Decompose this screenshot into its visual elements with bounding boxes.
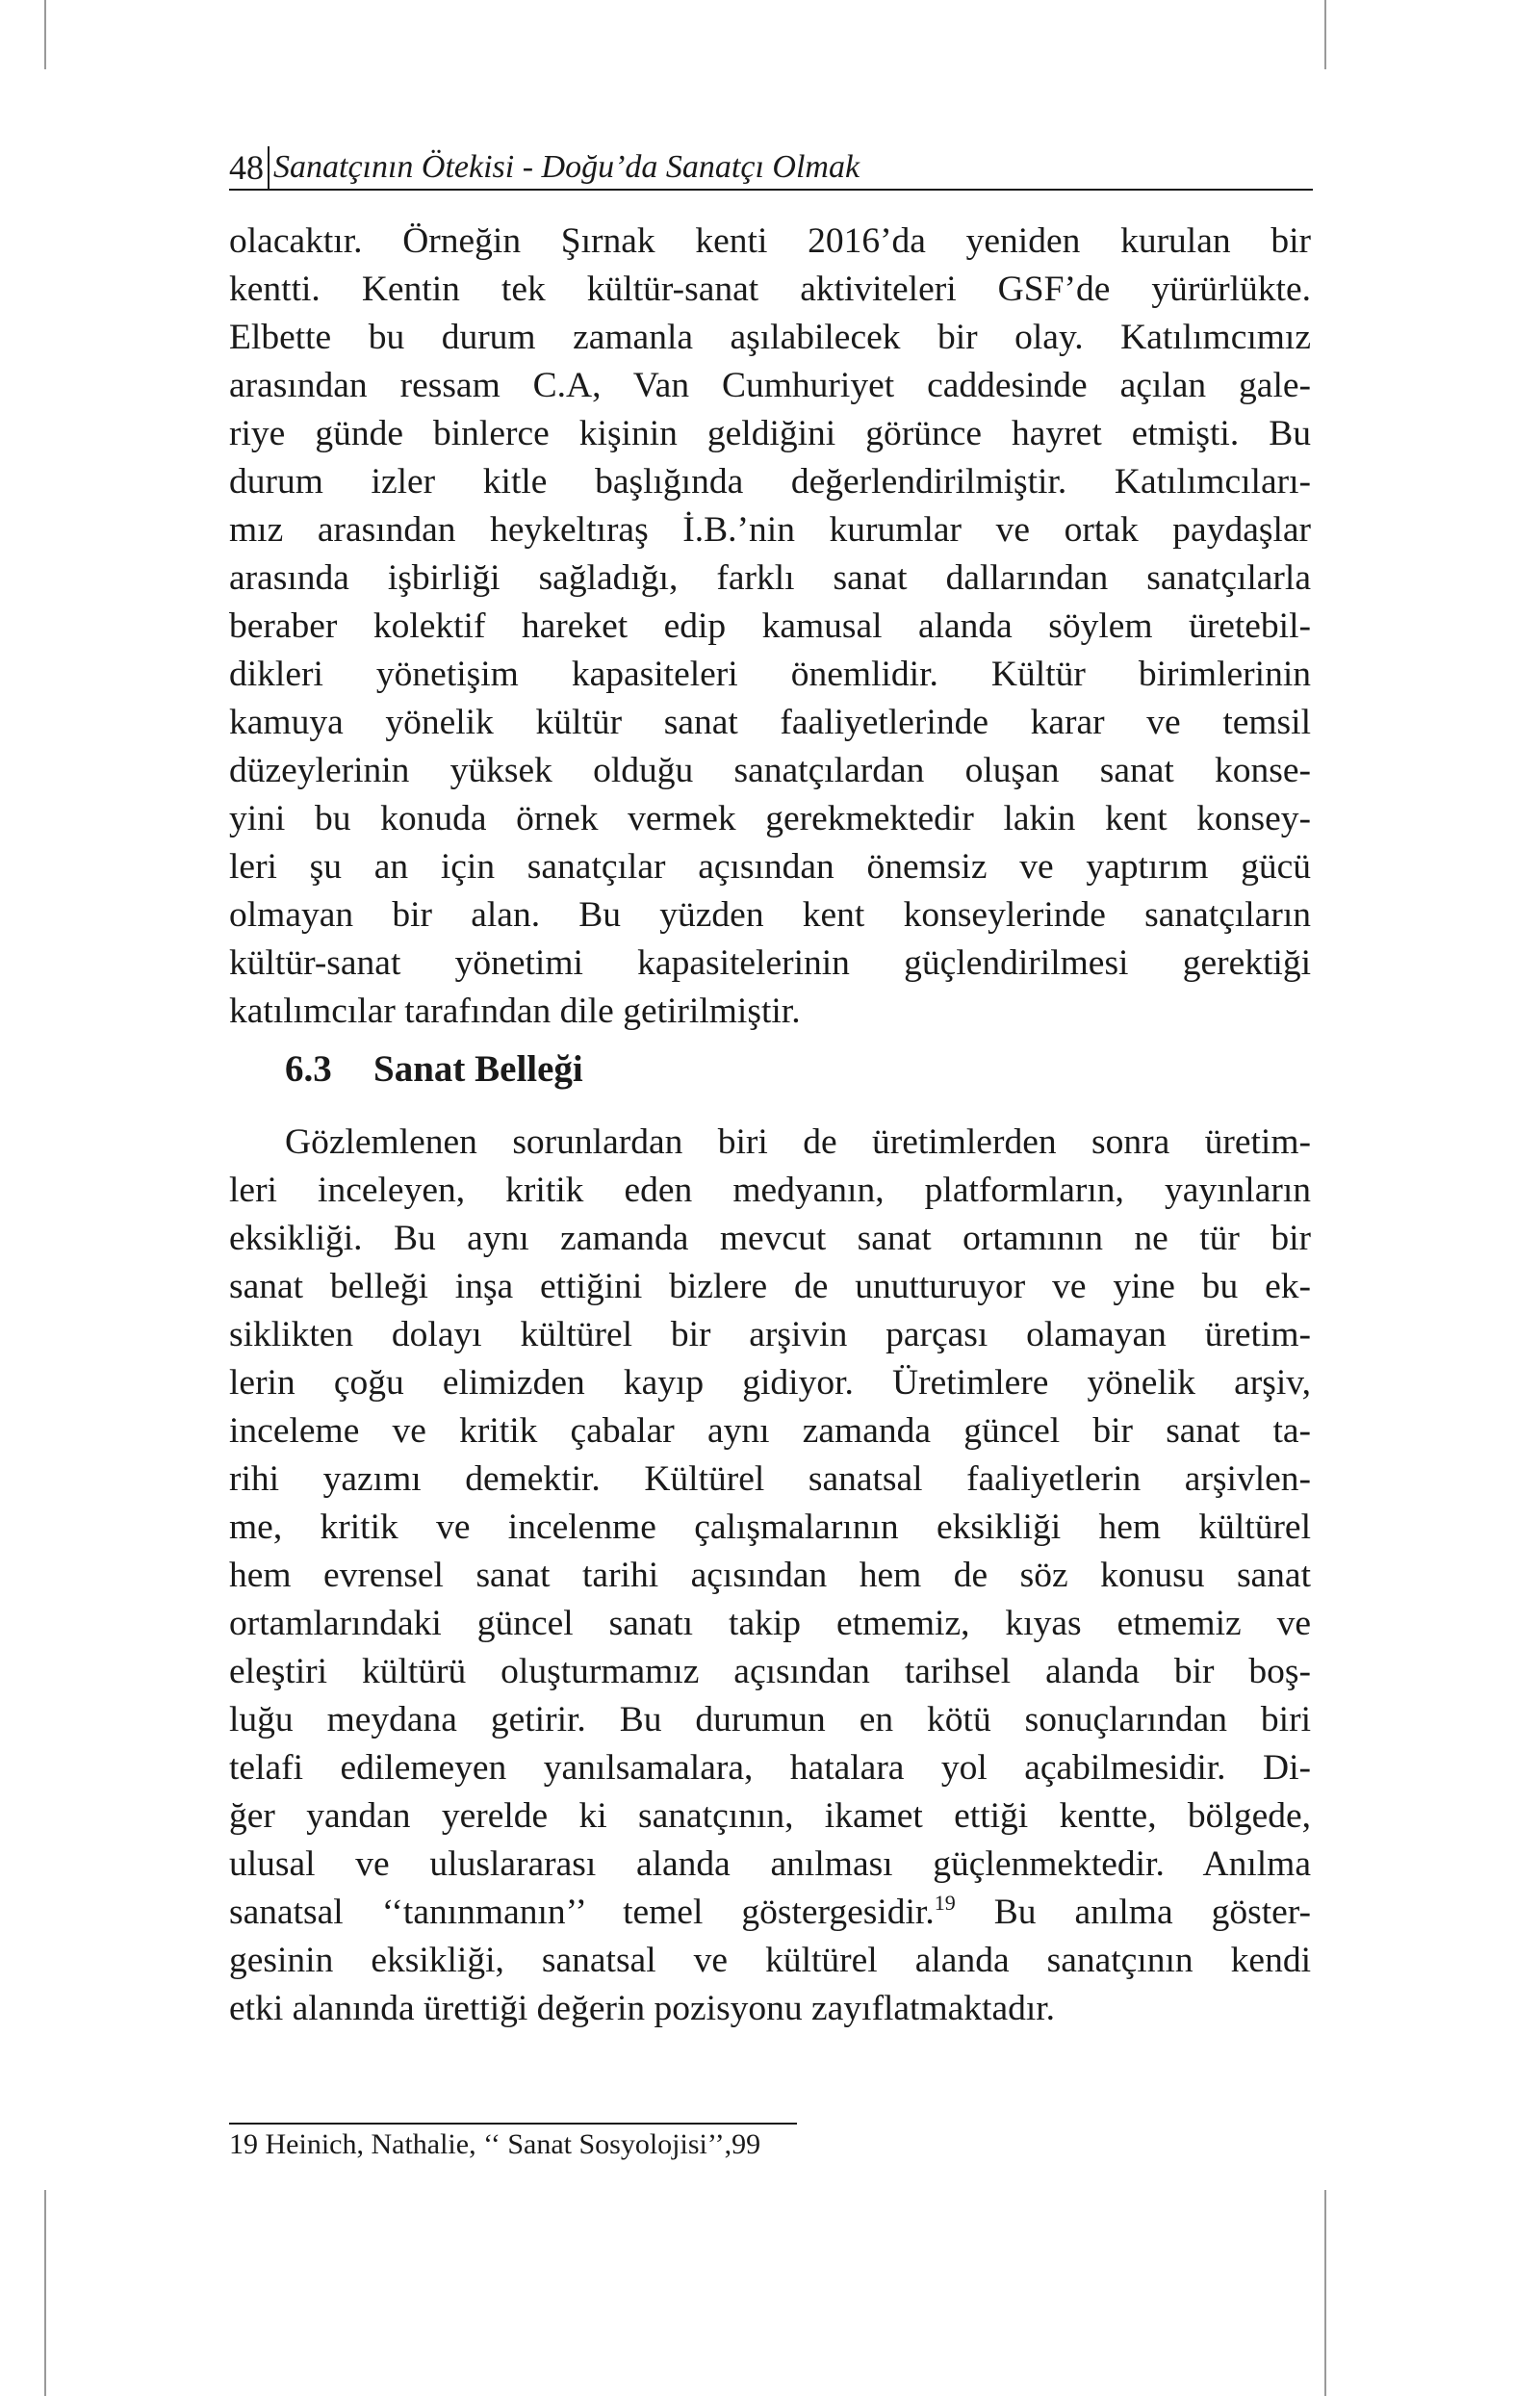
running-head: [229, 141, 1313, 191]
text-line: arasından ressam C.A, Van Cumhuriyet caddesinde açılan gale-: [229, 366, 1311, 405]
section-heading: [285, 1045, 583, 1094]
crop-mark-top-left: [44, 0, 46, 69]
text-line: lerin çoğu elimizden kayıp gidiyor. Üretimlere yönelik arşiv,: [229, 1363, 1311, 1403]
text-line: Elbette bu durum zamanla aşılabilecek bir olay. Katılımcımız: [229, 318, 1311, 357]
text-line: hem evrensel sanat tarihi açısından hem de söz konusu sanat: [229, 1556, 1311, 1595]
text-line: ulusal ve uluslararası alanda anılması güçlenmektedir. Anılma: [229, 1844, 1311, 1884]
text-line: luğu meydana getirir. Bu durumun en kötü sonuçlarından biri: [229, 1700, 1311, 1739]
text-line: sanat belleği inşa ettiğini bizlere de unutturuyor ve yine bu ek-: [229, 1267, 1311, 1306]
text-line: katılımcılar tarafından dile getirilmiştir.: [229, 992, 801, 1031]
text-line: yini bu konuda örnek vermek gerekmektedir lakin kent konsey-: [229, 799, 1311, 838]
text-line: siklikten dolayı kültürel bir arşivin parçası olamayan üretim-: [229, 1315, 1311, 1354]
text-line: leri şu an için sanatçılar açısından önemsiz ve yaptırım gücü: [229, 847, 1311, 887]
text-line: me, kritik ve incelenme çalışmalarının eksikliği hem kültürel: [229, 1507, 1311, 1547]
text-line: telafi edilemeyen yanılsamalara, hatalara yol açabilmesidir. Di-: [229, 1748, 1311, 1788]
text-line: kültür-sanat yönetimi kapasitelerinin güçlendirilmesi gerektiği: [229, 943, 1311, 983]
text-line: kamuya yönelik kültür sanat faaliyetlerinde karar ve temsil: [229, 703, 1311, 742]
text-line: olmayan bir alan. Bu yüzden kent konseylerinde sanatçıların: [229, 895, 1311, 935]
text-line: beraber kolektif hareket edip kamusal alanda söylem üretebil-: [229, 606, 1311, 646]
text-line: gesinin eksikliği, sanatsal ve kültürel alanda sanatçının kendi: [229, 1941, 1311, 1980]
text-line: inceleme ve kritik çabalar aynı zamanda güncel bir sanat ta-: [229, 1411, 1311, 1451]
crop-mark-bottom-left: [44, 2190, 46, 2396]
text-line: olacaktır. Örneğin Şırnak kenti 2016’da yeniden kurulan bir: [229, 221, 1311, 261]
section-number: 6.3: [285, 1048, 332, 1090]
book-title: Sanatçının Ötekisi - Doğu’da Sanatçı Olmak: [273, 149, 860, 185]
text-line: düzeylerinin yüksek olduğu sanatçılardan oluşan sanat konse-: [229, 751, 1311, 790]
section-title: Sanat Belleği: [373, 1048, 583, 1090]
text-line: mız arasından heykeltıraş İ.B.’nin kurumlar ve ortak paydaşlar: [229, 510, 1311, 550]
page-number: 48: [229, 146, 270, 189]
text-line: etki alanında ürettiği değerin pozisyonu zayıflatmaktadır.: [229, 1989, 1056, 2028]
paragraph-1: [229, 218, 1311, 1036]
text-segment: sanatsal ‘‘tanınmanın’’ temel göstergesidir.: [229, 1893, 935, 1932]
text-line: dikleri yönetişim kapasiteleri önemlidir. Kültür birimlerinin: [229, 655, 1311, 694]
text-line: rihi yazımı demektir. Kültürel sanatsal faaliyetlerin arşivlen-: [229, 1459, 1311, 1499]
text-line: ğer yandan yerelde ki sanatçının, ikamet ettiği kentte, bölgede,: [229, 1796, 1311, 1836]
text-line: durum izler kitle başlığında değerlendirilmiştir. Katılımcıları-: [229, 462, 1311, 502]
paragraph-2: [229, 1119, 1311, 2033]
text-line-with-footnote: [229, 1889, 1311, 1937]
text-line: arasında işbirliği sağladığı, farklı sanat dallarından sanatçılarla: [229, 558, 1311, 598]
footnote-divider: [229, 2123, 797, 2125]
crop-mark-bottom-right: [1324, 2190, 1326, 2396]
footnote: 19 Heinich, Nathalie, ‘‘ Sanat Sosyolojisi’’,99: [229, 2128, 761, 2160]
crop-mark-top-right: [1324, 0, 1326, 69]
text-line: eksikliği. Bu aynı zamanda mevcut sanat ortamının ne tür bir: [229, 1219, 1311, 1258]
text-line: eleştiri kültürü oluşturmamız açısından tarihsel alanda bir boş-: [229, 1652, 1311, 1691]
footnote-reference[interactable]: 19: [934, 1891, 956, 1915]
text-segment: Bu anılma göster-: [955, 1893, 1311, 1932]
text-line: leri inceleyen, kritik eden medyanın, platformların, yayınların: [229, 1171, 1311, 1210]
text-line: Gözlemlenen sorunlardan biri de üretimlerden sonra üretim-: [285, 1122, 1311, 1162]
text-line: kentti. Kentin tek kültür-sanat aktiviteleri GSF’de yürürlükte.: [229, 270, 1311, 309]
text-line: ortamlarındaki güncel sanatı takip etmemiz, kıyas etmemiz ve: [229, 1604, 1311, 1643]
text-line: riye günde binlerce kişinin geldiğini görünce hayret etmişti. Bu: [229, 414, 1311, 453]
